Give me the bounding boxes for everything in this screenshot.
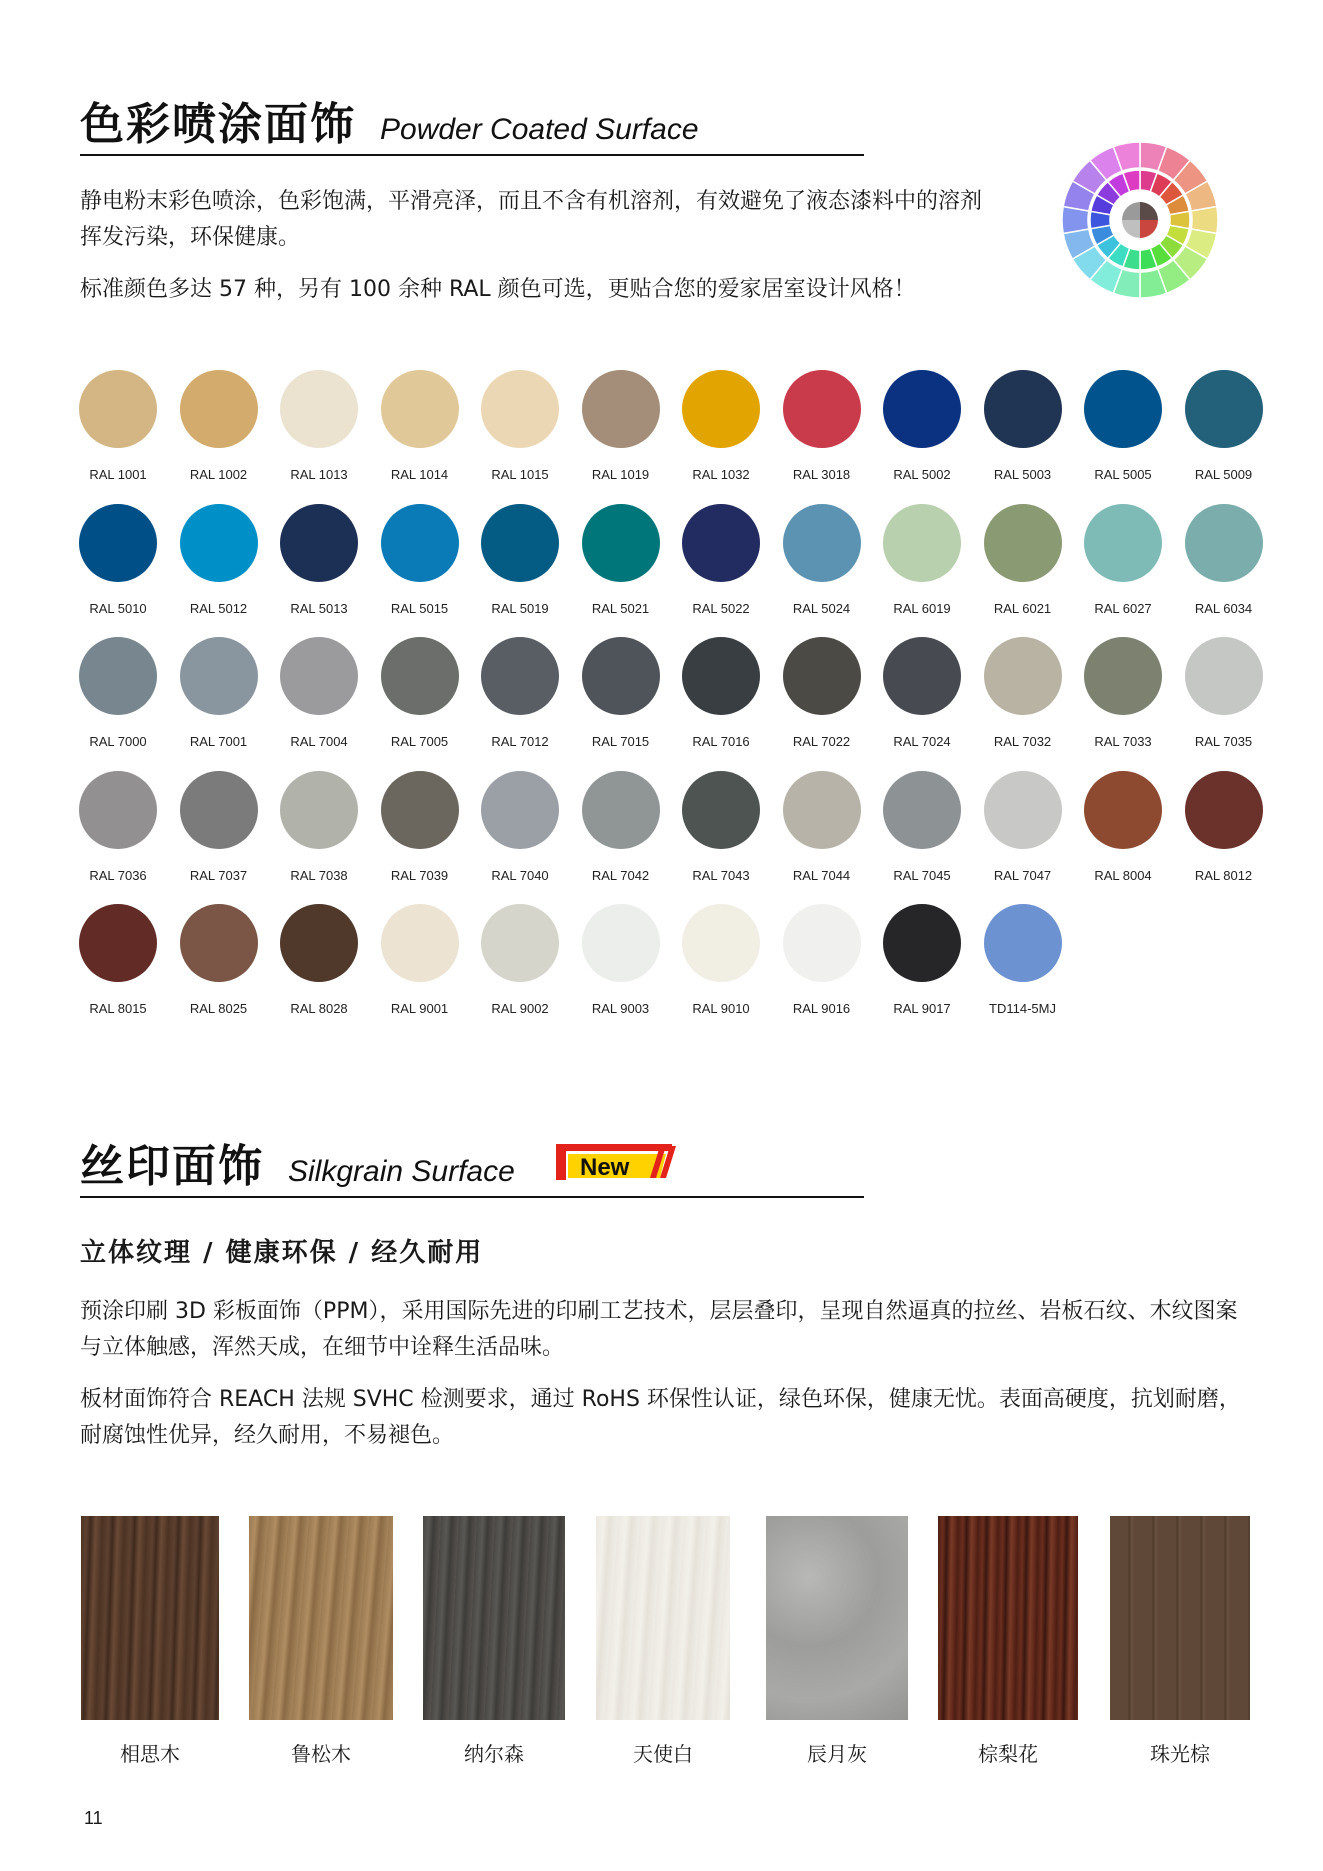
sample-item	[249, 1516, 393, 1767]
swatch-label: RAL 7047	[993, 867, 1052, 883]
sample-texture	[596, 1516, 730, 1720]
swatch	[681, 370, 761, 482]
swatch-label: RAL 6019	[893, 600, 951, 616]
swatch	[1083, 637, 1163, 749]
swatch-label: RAL 9016	[792, 1001, 851, 1016]
swatch-color	[984, 504, 1062, 582]
swatch	[480, 637, 560, 749]
swatch-label: RAL 8028	[290, 1001, 348, 1016]
swatch-color	[1084, 370, 1162, 448]
swatch-color	[481, 904, 559, 982]
section2-title	[80, 1130, 515, 1194]
sample-item	[423, 1516, 565, 1767]
sample-caption: 鲁松木	[291, 1742, 351, 1766]
sample-texture	[249, 1516, 393, 1720]
swatch	[983, 370, 1063, 482]
section2-paragraph-1: 预涂印刷 3D 彩板面饰（PPM），采用国际先进的印刷工艺技术，层层叠印，呈现自然逼真的拉丝、岩板石纹、木纹图案与立体触感，浑然天成，在细节中诠释生活品味。	[80, 1299, 1238, 1360]
sample-texture	[423, 1516, 565, 1720]
swatch	[681, 637, 761, 749]
swatch-color	[984, 637, 1062, 715]
swatch	[480, 504, 560, 616]
swatch-color	[79, 904, 157, 982]
swatch-label: RAL 5021	[591, 600, 650, 616]
swatch	[882, 370, 962, 482]
swatch-label: TD114-5MJ	[989, 1001, 1056, 1016]
swatch-color	[783, 771, 861, 849]
swatch	[279, 904, 359, 1016]
swatch-color	[582, 771, 660, 849]
swatch-label: RAL 6027	[1094, 600, 1152, 616]
swatch-color	[280, 637, 358, 715]
swatch-color	[1084, 637, 1162, 715]
swatch-label: RAL 9002	[491, 1001, 549, 1016]
swatch-label: RAL 9017	[893, 1001, 951, 1016]
swatch	[279, 370, 359, 482]
swatch-label: RAL 5019	[491, 600, 549, 616]
swatch	[1184, 637, 1264, 749]
swatch-color	[180, 904, 258, 982]
swatch	[782, 637, 862, 749]
sample-caption: 相思木	[120, 1742, 180, 1766]
swatch-label: RAL 5015	[390, 600, 449, 616]
swatch	[983, 504, 1063, 616]
swatch-label: RAL 5012	[189, 600, 248, 616]
swatch-label: RAL 9001	[390, 1001, 449, 1016]
swatch-label: RAL 8004	[1094, 867, 1152, 883]
swatch	[983, 904, 1063, 1016]
swatch-color	[883, 637, 961, 715]
swatch-color	[682, 771, 760, 849]
swatch-color	[79, 771, 157, 849]
swatch	[179, 637, 259, 749]
swatch-color	[682, 370, 760, 448]
swatch-color	[1185, 637, 1263, 715]
swatch-color	[79, 637, 157, 715]
swatch-label: RAL 1013	[290, 467, 348, 482]
swatch-color	[280, 904, 358, 982]
swatch	[782, 504, 862, 616]
swatch-color	[883, 370, 961, 448]
sample-texture	[766, 1516, 908, 1720]
swatch-label: RAL 5003	[993, 467, 1052, 482]
swatch-color	[682, 504, 760, 582]
swatch-label: RAL 7036	[89, 867, 147, 883]
swatch-label: RAL 7039	[390, 867, 449, 883]
swatch-label: RAL 1019	[591, 467, 650, 482]
swatch	[782, 904, 862, 1016]
new-badge-label: New	[580, 1154, 630, 1180]
section2-subheading: 立体纹理 / 健康环保 / 经久耐用	[80, 1238, 484, 1268]
swatch	[78, 370, 158, 482]
swatch-label: RAL 7033	[1094, 734, 1152, 749]
sample-caption: 纳尔森	[464, 1742, 524, 1766]
swatch	[581, 504, 661, 616]
sample-texture	[81, 1516, 219, 1720]
sample-item	[938, 1516, 1078, 1767]
swatch	[1083, 504, 1163, 616]
swatch-label: RAL 8025	[189, 1001, 248, 1016]
sample-item	[81, 1516, 219, 1767]
swatch-color	[79, 370, 157, 448]
swatch-color	[984, 771, 1062, 849]
swatch-label: RAL 6034	[1194, 600, 1253, 616]
swatch-label: RAL 7000	[89, 734, 147, 749]
swatch-color	[381, 637, 459, 715]
section1-paragraph-1: 静电粉末彩色喷涂，色彩饱满，平滑亮泽，而且不含有机溶剂，有效避免了液态漆料中的溶剂挥发污染，环保健康。	[80, 189, 983, 250]
swatch-label: RAL 8012	[1194, 867, 1253, 883]
swatch	[78, 904, 158, 1016]
swatch-color	[582, 504, 660, 582]
section1-title-en: Powder Coated Surface	[380, 113, 699, 146]
swatch-label: RAL 7001	[189, 734, 248, 749]
swatch	[1083, 370, 1163, 482]
swatch	[681, 771, 761, 883]
swatch-label: RAL 5024	[792, 600, 851, 616]
swatch	[882, 637, 962, 749]
section1-paragraph-2: 标准颜色多达 57 种，另有 100 余种 RAL 颜色可选，更贴合您的爱家居室设计风格！	[80, 277, 916, 302]
swatch-label: RAL 7032	[993, 734, 1052, 749]
swatch-color	[180, 370, 258, 448]
swatch	[279, 504, 359, 616]
swatch-label: RAL 7015	[591, 734, 650, 749]
swatch-color	[582, 370, 660, 448]
swatch-color	[280, 771, 358, 849]
swatch-label: RAL 7024	[893, 734, 951, 749]
swatch-label: RAL 7042	[591, 867, 650, 883]
swatch	[882, 771, 962, 883]
swatch	[681, 504, 761, 616]
swatch-color	[783, 504, 861, 582]
swatch-label: RAL 7035	[1194, 734, 1253, 749]
swatch-label: RAL 5013	[290, 600, 348, 616]
swatch-label: RAL 8015	[89, 1001, 147, 1016]
swatch	[279, 771, 359, 883]
sample-caption: 辰月灰	[807, 1742, 867, 1766]
swatch-label: RAL 1002	[189, 467, 248, 482]
swatch	[581, 370, 661, 482]
swatch-color	[1084, 504, 1162, 582]
swatch	[1083, 771, 1163, 883]
swatch-label: RAL 5022	[692, 600, 750, 616]
swatch-color	[883, 904, 961, 982]
swatch-label: RAL 5002	[893, 467, 951, 482]
swatch-label: RAL 1032	[692, 467, 750, 482]
swatch	[983, 637, 1063, 749]
section1-title-cn: 色彩喷涂面饰	[80, 99, 356, 150]
swatch-label: RAL 7043	[692, 867, 750, 883]
swatch-color	[984, 904, 1062, 982]
swatch	[882, 504, 962, 616]
swatch-label: RAL 7022	[792, 734, 851, 749]
swatch-color	[783, 904, 861, 982]
swatch-color	[481, 771, 559, 849]
swatch-color	[984, 370, 1062, 448]
sample-item	[766, 1516, 908, 1767]
swatch	[581, 904, 661, 1016]
swatch	[179, 771, 259, 883]
swatch	[380, 504, 460, 616]
swatch-label: RAL 1015	[491, 467, 549, 482]
swatch	[1184, 504, 1264, 616]
swatch	[279, 637, 359, 749]
swatch-label: RAL 5005	[1094, 467, 1152, 482]
swatch-color	[481, 504, 559, 582]
swatch-color	[180, 637, 258, 715]
section2-title-en: Silkgrain Surface	[288, 1155, 515, 1188]
swatch-color	[582, 637, 660, 715]
swatch-color	[79, 504, 157, 582]
swatch-label: RAL 7004	[290, 734, 348, 749]
section2-rule	[80, 1196, 864, 1198]
swatch-color	[381, 504, 459, 582]
swatch	[480, 771, 560, 883]
swatch	[782, 370, 862, 482]
swatch-color	[1185, 370, 1263, 448]
section1-rule	[80, 154, 864, 156]
swatch	[78, 637, 158, 749]
sample-caption: 珠光棕	[1150, 1742, 1210, 1766]
swatch-color	[381, 370, 459, 448]
swatch	[681, 904, 761, 1016]
swatch-color	[1084, 771, 1162, 849]
sample-item	[596, 1516, 730, 1767]
swatch-label: RAL 5010	[89, 600, 147, 616]
swatch-color	[180, 504, 258, 582]
section1-title	[80, 88, 699, 152]
swatch-label: RAL 7005	[390, 734, 449, 749]
swatch-color	[682, 637, 760, 715]
section2-paragraph-2: 板材面饰符合 REACH 法规 SVHC 检测要求，通过 RoHS 环保性认证，绿色环保，健康无忧。表面高硬度，抗划耐磨，耐腐蚀性优异，经久耐用，不易褪色。	[80, 1387, 1241, 1448]
swatch	[380, 904, 460, 1016]
swatch	[782, 771, 862, 883]
swatch	[581, 637, 661, 749]
swatch	[1184, 370, 1264, 482]
swatch-color	[682, 904, 760, 982]
swatch-label: RAL 7044	[792, 867, 851, 883]
swatch-color	[1185, 504, 1263, 582]
swatch	[1184, 771, 1264, 883]
swatch	[480, 370, 560, 482]
swatch	[983, 771, 1063, 883]
swatch-color	[1185, 771, 1263, 849]
swatch-color	[381, 771, 459, 849]
swatch	[380, 637, 460, 749]
swatch-color	[783, 370, 861, 448]
swatch-color	[481, 637, 559, 715]
swatch-color	[783, 637, 861, 715]
new-badge	[556, 1144, 678, 1180]
swatch-color	[180, 771, 258, 849]
swatch-label: RAL 1001	[89, 467, 147, 482]
swatch-label: RAL 7040	[491, 867, 549, 883]
swatch	[380, 771, 460, 883]
sample-caption: 棕梨花	[978, 1742, 1038, 1766]
swatch	[78, 504, 158, 616]
sample-texture	[938, 1516, 1078, 1720]
swatch-color	[883, 504, 961, 582]
swatch-color	[481, 370, 559, 448]
swatch-label: RAL 7037	[189, 867, 248, 883]
swatch	[581, 771, 661, 883]
swatch-label: RAL 7038	[290, 867, 348, 883]
sample-item	[1110, 1516, 1250, 1767]
swatch-color	[280, 370, 358, 448]
swatch-label: RAL 1014	[390, 467, 449, 482]
swatch	[480, 904, 560, 1016]
swatch-color	[381, 904, 459, 982]
swatch	[179, 904, 259, 1016]
swatch-label: RAL 3018	[792, 467, 851, 482]
swatch-label: RAL 7012	[491, 734, 549, 749]
swatch	[380, 370, 460, 482]
sample-texture	[1110, 1516, 1250, 1720]
section2-title-cn: 丝印面饰	[80, 1141, 264, 1192]
swatch-label: RAL 6021	[993, 600, 1052, 616]
swatch-color	[883, 771, 961, 849]
color-wheel-icon	[1060, 140, 1220, 300]
swatch	[78, 771, 158, 883]
swatch	[882, 904, 962, 1016]
sample-caption: 天使白	[633, 1742, 693, 1766]
swatch	[179, 504, 259, 616]
swatch-label: RAL 9003	[591, 1001, 650, 1016]
swatch-label: RAL 7016	[692, 734, 750, 749]
swatch-label: RAL 5009	[1194, 467, 1253, 482]
swatch-color	[280, 504, 358, 582]
swatch-label: RAL 7045	[893, 867, 951, 883]
swatch-color	[582, 904, 660, 982]
page-number: 11	[84, 1808, 103, 1828]
swatch-label: RAL 9010	[692, 1001, 750, 1016]
swatch	[179, 370, 259, 482]
